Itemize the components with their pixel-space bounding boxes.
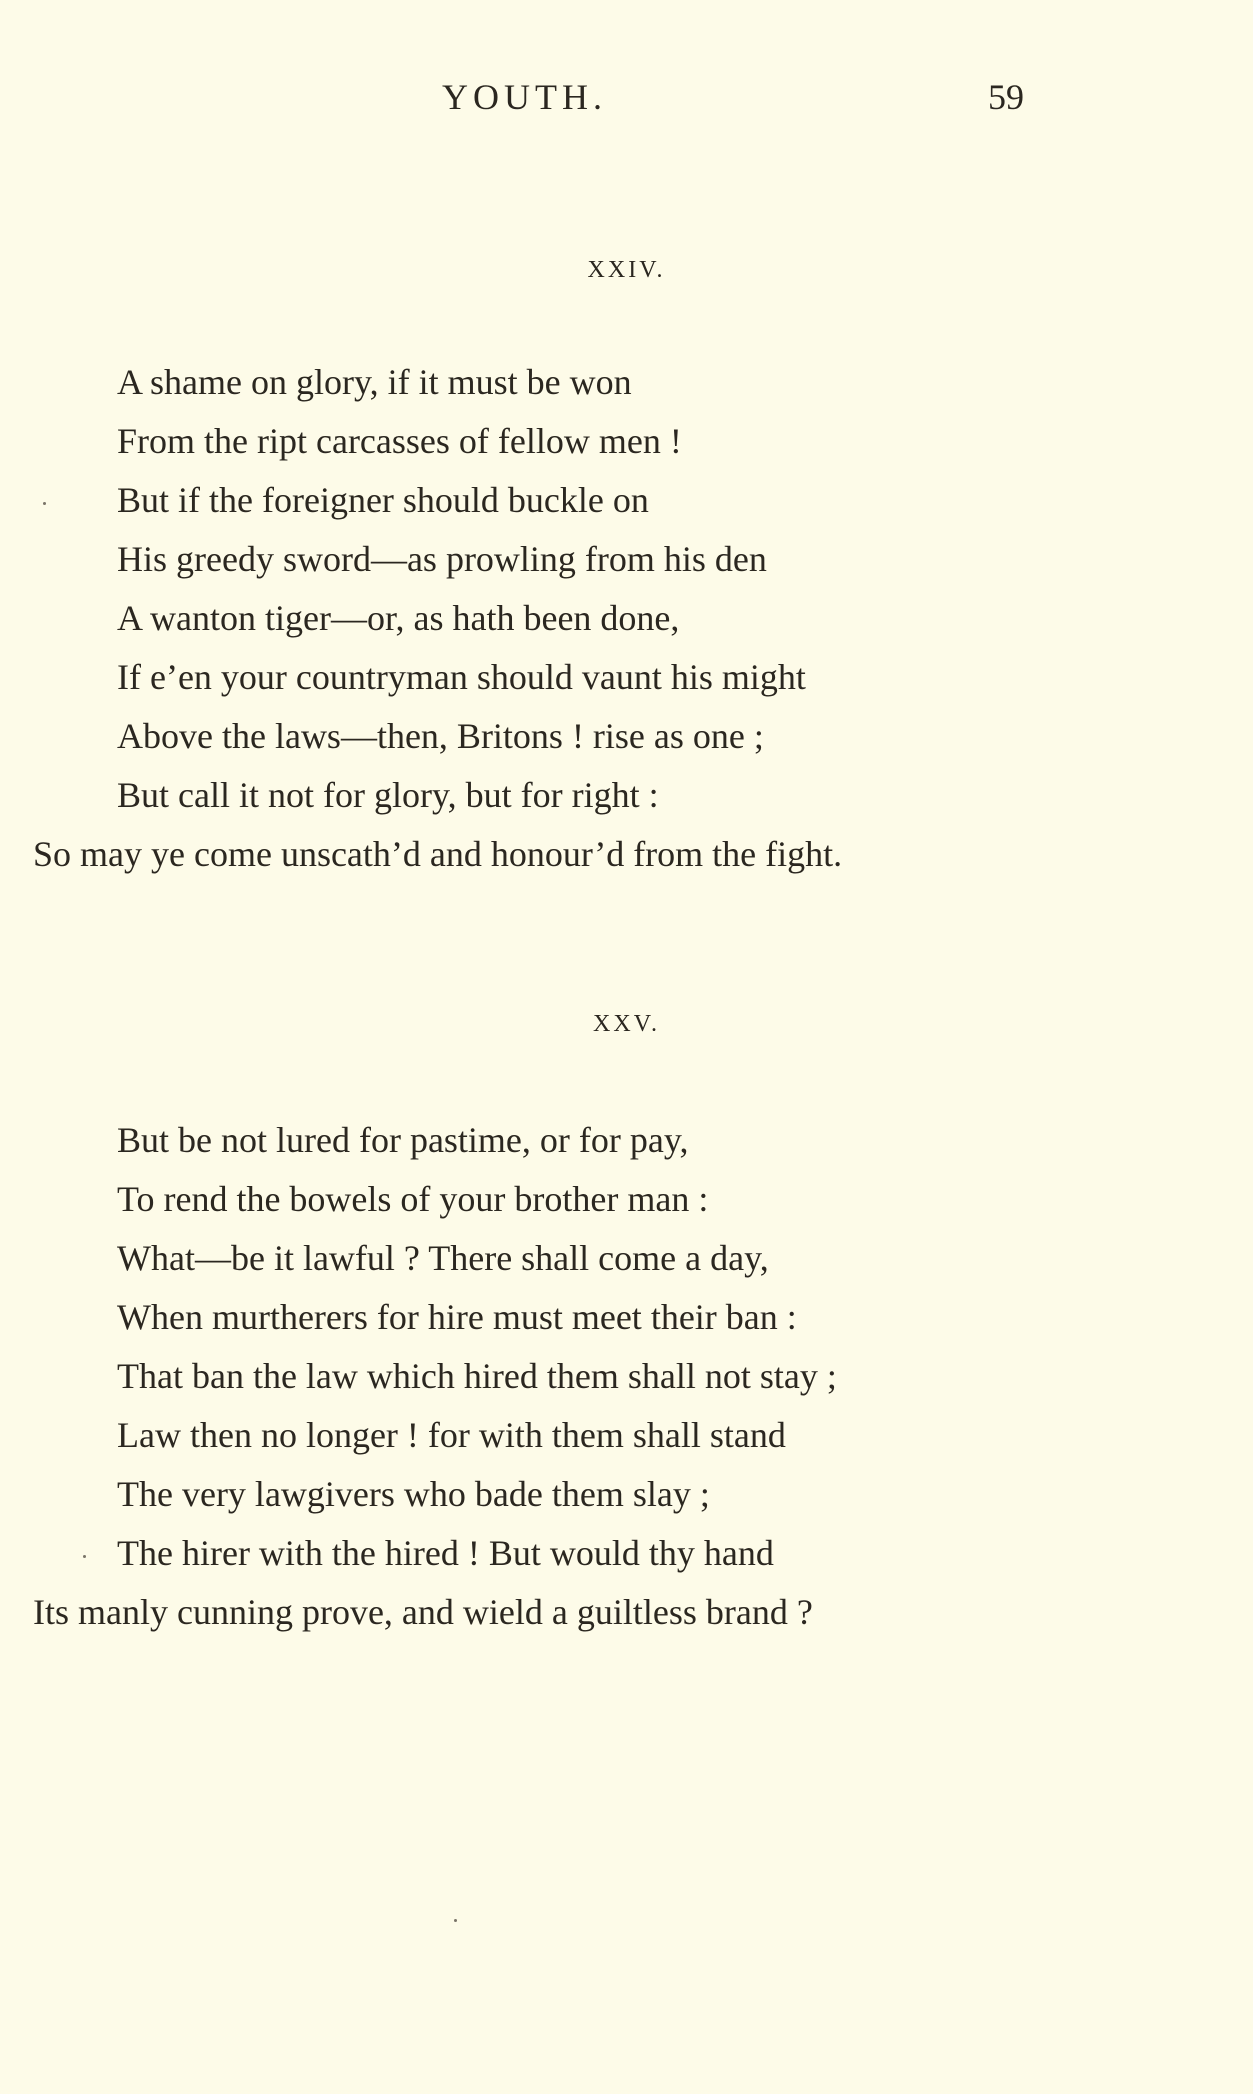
poem-line: When murtherers for hire must meet their ban :: [117, 1297, 797, 1337]
poem-line: The very lawgivers who bade them slay ;: [117, 1474, 710, 1514]
poem-line: His greedy sword—as prowling from his den: [117, 539, 767, 579]
poem-line: Above the laws—then, Britons ! rise as one ;: [117, 716, 764, 756]
poem-line: But call it not for glory, but for right :: [117, 775, 659, 815]
stanza-number: XXIV.: [587, 257, 666, 283]
poem-line: From the ript carcasses of fellow men !: [117, 421, 682, 461]
running-title: YOUTH.: [442, 77, 607, 117]
page-number: 59: [988, 77, 1024, 117]
poem-line: The hirer with the hired ! But would thy hand: [117, 1533, 774, 1573]
poem-line: A wanton tiger—or, as hath been done,: [117, 598, 680, 638]
print-speck: [83, 1555, 86, 1558]
poem-line: But if the foreigner should buckle on: [117, 480, 649, 520]
poem-line: Law then no longer ! for with them shall stand: [117, 1415, 786, 1455]
poem-line: But be not lured for pastime, or for pay,: [117, 1120, 689, 1160]
print-speck: [43, 502, 46, 505]
poem-line: If e’en your countryman should vaunt his might: [117, 657, 806, 697]
poem-line: That ban the law which hired them shall not stay ;: [117, 1356, 837, 1396]
poem-line: A shame on glory, if it must be won: [117, 362, 632, 402]
print-speck: [454, 1919, 457, 1922]
stanza-number: XXV.: [593, 1011, 660, 1037]
running-head: [0, 72, 1253, 122]
poem-line: So may ye come unscath’d and honour’d from the fight.: [33, 834, 843, 874]
poem-line: Its manly cunning prove, and wield a guiltless brand ?: [33, 1592, 813, 1632]
poem-line: To rend the bowels of your brother man :: [117, 1179, 709, 1219]
poem-line: What—be it lawful ? There shall come a day,: [117, 1238, 769, 1278]
